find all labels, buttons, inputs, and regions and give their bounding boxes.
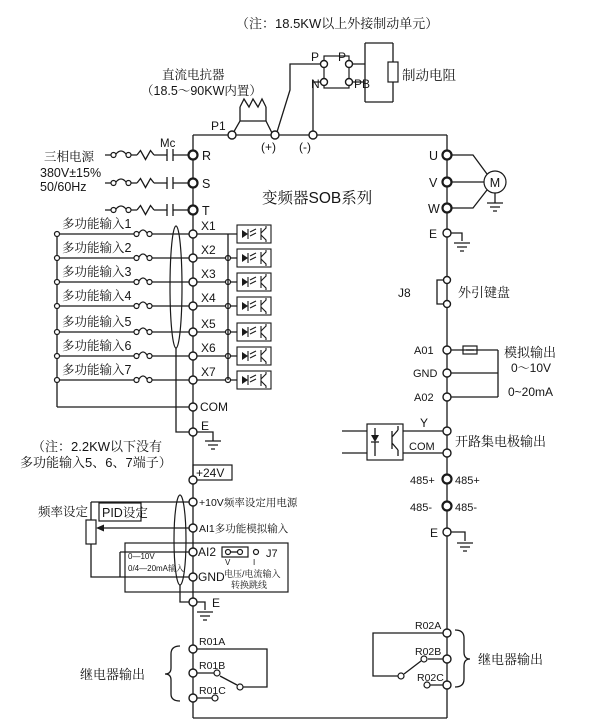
multi-input-row-1 [55, 216, 272, 243]
t-label: T [202, 204, 210, 218]
open-collector-output [342, 416, 546, 460]
optocoupler-x1 [237, 225, 271, 243]
minus-label: (-) [299, 140, 311, 154]
multi-input-row-5 [55, 314, 272, 341]
com-right-label: COM [409, 441, 435, 453]
phase-line-t [105, 204, 189, 216]
phase-label-1: 三相电源 [44, 150, 95, 164]
p24-label: +24V [196, 466, 225, 480]
brake-resistor [353, 43, 456, 102]
ground-e2 [197, 602, 213, 620]
multi-input-label-7: 多功能输入7 [62, 363, 132, 377]
relay-output-1 [80, 636, 267, 702]
ground-e3 [429, 227, 470, 251]
terminal-x3 [189, 278, 197, 286]
inverter-title: 变频器SOB系列 [262, 190, 373, 207]
485n-right-label: 485- [455, 502, 478, 514]
terminal-w [443, 204, 452, 213]
optocoupler-x6 [237, 347, 271, 365]
r02c-label: R02C [417, 672, 444, 684]
relay-output-2 [373, 620, 543, 689]
terminal-10v [189, 498, 197, 506]
j7-label: J7 [266, 548, 278, 560]
top-note: （注：18.5KW以上外接制动单元） [236, 16, 439, 31]
relay1-brace [165, 646, 180, 701]
u-label: U [429, 149, 439, 163]
gnd-left-label: GND [198, 570, 225, 584]
terminal-e1 [189, 428, 197, 436]
terminal-p1 [228, 131, 236, 139]
bu-n-label: N [311, 77, 320, 91]
terminal-r01c [189, 694, 197, 702]
v-label: V [429, 176, 438, 190]
terminal-r02a [443, 629, 451, 637]
com-label: COM [200, 400, 228, 414]
a02-label: A02 [414, 392, 434, 404]
bu-p-right-label: P [338, 50, 347, 64]
multi-input-label-1: 多功能输入1 [62, 217, 132, 231]
dc-reactor-label-1: 直流电抗器 [162, 68, 225, 82]
terminal-y [443, 427, 451, 435]
ai1-label: AI1多功能模拟输入 [199, 523, 289, 535]
phase-line-r [105, 149, 189, 161]
multi-input-label-5: 多功能输入5 [62, 315, 132, 329]
terminal-j8-top [444, 277, 451, 284]
terminal-gnd-left [189, 573, 197, 581]
r01c-label: R01C [199, 685, 226, 697]
485n-left-label: 485- [410, 502, 433, 514]
motor-label: M [489, 176, 501, 190]
relay2-label: 继电器输出 [478, 652, 544, 667]
range1-label: 0—10V [128, 552, 155, 561]
multi-input-label-3: 多功能输入3 [62, 265, 132, 279]
gnd-right-label: GND [413, 368, 438, 380]
p1-label: P1 [211, 119, 226, 133]
relay2-brace [455, 630, 470, 687]
terminal-r01b [189, 669, 197, 677]
r-label: R [202, 149, 212, 163]
x7-label: X7 [201, 365, 216, 379]
terminal-ai2 [189, 548, 197, 556]
x6-label: X6 [201, 341, 216, 355]
terminal-485-minus [443, 502, 452, 511]
oc-out-label: 开路集电极输出 [455, 434, 547, 449]
terminal-e4 [443, 528, 451, 536]
x5-label: X5 [201, 317, 216, 331]
out-v-label: 0～10V [511, 361, 552, 375]
optocoupler-x3 [237, 273, 271, 291]
terminal-r02b [443, 655, 451, 663]
terminal-j8-bottom [444, 301, 451, 308]
x3-label: X3 [201, 267, 216, 281]
terminal-plus [271, 131, 279, 139]
terminal-r [189, 151, 198, 160]
pid-set-label: PID设定 [102, 506, 148, 520]
dc-bus-terminals [211, 119, 317, 154]
jumper-desc-1: 电压/电流输入 [224, 569, 281, 579]
inverter-frame [193, 135, 447, 718]
multi-input-label-2: 多功能输入2 [62, 241, 132, 255]
x1-label: X1 [201, 219, 216, 233]
optocoupler-x4 [237, 297, 271, 315]
phase-label-2: 380V±15% [40, 166, 102, 180]
terminal-x6 [189, 352, 197, 360]
phase-label-3: 50/60Hz [40, 180, 87, 194]
terminal-a01 [443, 346, 451, 354]
terminal-com [189, 403, 197, 411]
terminal-t [189, 206, 198, 215]
terminal-v [443, 178, 452, 187]
r01a-label: R01A [199, 636, 226, 648]
terminal-x4 [189, 302, 197, 310]
optocoupler-x7 [237, 371, 271, 389]
bu-pb-label: PB [354, 77, 371, 91]
e2-label: E [212, 596, 221, 610]
bu-p-left-label: P [311, 50, 320, 64]
jumper-i-label: I [253, 558, 256, 567]
dc-reactor-label-2: （18.5～90KW内置） [141, 84, 262, 98]
r01b-label: R01B [199, 660, 226, 672]
terminal-a02 [443, 393, 451, 401]
terminal-minus [309, 131, 317, 139]
terminal-bu-pb [346, 79, 353, 86]
out-ma-label: 0~20mA [508, 385, 554, 399]
terminal-u [443, 151, 452, 160]
optocoupler-x5 [237, 323, 271, 341]
485p-right-label: 485+ [455, 475, 480, 487]
motor-output [428, 149, 506, 216]
keypad-label: 外引键盘 [458, 285, 511, 300]
x4-label: X4 [201, 291, 216, 305]
terminal-bu-n [321, 79, 328, 86]
multi-input-row-4 [55, 288, 272, 315]
multi-input-label-4: 多功能输入4 [62, 289, 132, 303]
terminal-gnd-right [443, 369, 451, 377]
terminal-485-plus [443, 475, 452, 484]
jumper-v-label: V [225, 558, 231, 567]
multi-input-label-6: 多功能输入6 [62, 339, 132, 353]
e1-label: E [201, 419, 210, 433]
freq-set-label: 频率设定 [38, 505, 89, 519]
r02a-label: R02A [415, 620, 442, 632]
terminal-24v-group [189, 465, 232, 484]
analog-output [413, 345, 556, 404]
e3-label: E [429, 227, 438, 241]
phase-line-s [105, 177, 189, 189]
terminal-ai1 [189, 524, 197, 532]
terminal-com-right [443, 449, 451, 457]
multi-input-row-3 [55, 264, 272, 291]
terminal-r02c [443, 681, 451, 689]
terminal-e2 [189, 598, 197, 606]
485p-left-label: 485+ [410, 475, 435, 487]
brake-unit [277, 50, 370, 132]
j8-label: J8 [398, 286, 411, 300]
j8-keypad-connector [398, 277, 510, 308]
terminal-x1 [189, 230, 197, 238]
terminal-e3 [443, 229, 451, 237]
dc-reactor [232, 99, 273, 135]
s-label: S [202, 177, 211, 191]
note2-line1: （注：2.2KW以下没有 [32, 439, 163, 454]
terminal-bu-p-left [321, 61, 328, 68]
plus-label: (+) [261, 140, 276, 154]
jumper-desc-2: 转换跳线 [231, 580, 268, 590]
relay1-label: 继电器输出 [80, 667, 146, 682]
terminal-x2 [189, 254, 197, 262]
v10-label: +10V频率设定用电源 [199, 497, 298, 509]
terminal-s [189, 179, 198, 188]
terminal-r01a [189, 645, 197, 653]
w-label: W [428, 202, 440, 216]
a01-label: A01 [414, 345, 434, 357]
brake-resistor-label: 制动电阻 [402, 68, 456, 83]
rs485-ports [410, 475, 480, 515]
shield-cable-inputs [170, 226, 182, 348]
multi-input-row-7 [55, 362, 272, 389]
multi-input-row-6 [55, 338, 272, 365]
optocoupler-x2 [237, 249, 271, 267]
x2-label: X2 [201, 243, 216, 257]
multi-input-row-2 [55, 240, 272, 267]
terminal-x7 [189, 376, 197, 384]
note2-line2: 多功能输入5、6、7端子） [20, 455, 172, 470]
terminal-x5 [189, 328, 197, 336]
range2-label: 0/4—20mA输入 [128, 564, 185, 573]
y-label: Y [420, 416, 429, 430]
ground-e1 [197, 432, 221, 449]
e4-label: E [430, 526, 439, 540]
analog-out-label: 模拟输出 [504, 345, 557, 360]
ai2-label: AI2 [198, 545, 217, 559]
ground-e4 [430, 526, 473, 551]
terminal-bu-p-right [346, 61, 353, 68]
mc-label: Mc [160, 138, 176, 150]
r02b-label: R02B [415, 646, 442, 658]
